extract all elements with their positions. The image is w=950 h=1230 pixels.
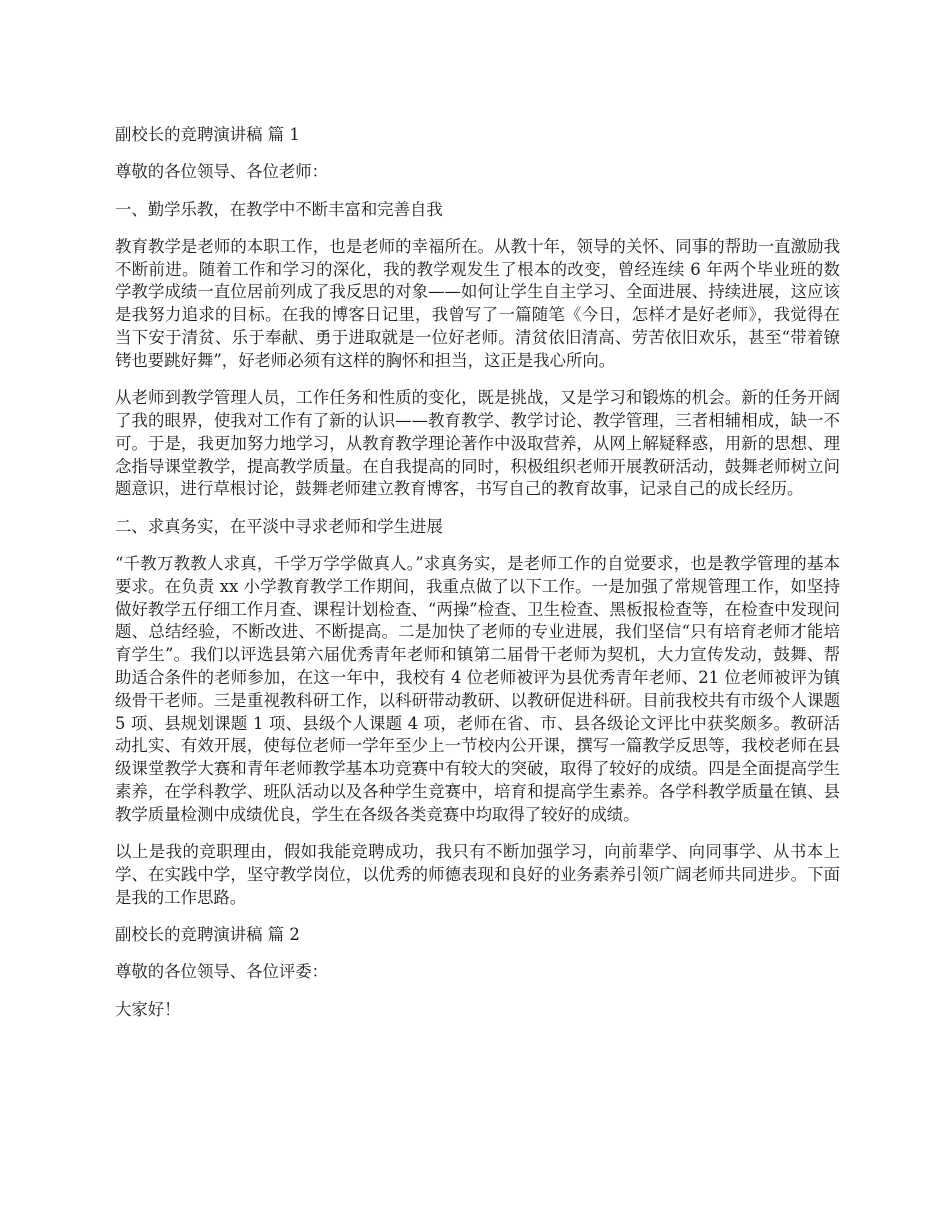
section-heading-1: 一、勤学乐教，在教学中不断丰富和完善自我 [115,199,443,219]
section-heading-2: 二、求真务实，在平淡中寻求老师和学生进展 [115,516,443,536]
speech-title-1: 副校长的竞聘演讲稿 篇 1 [115,125,300,144]
paragraph: 教育教学是老师的本职工作，也是老师的幸福所在。从教十年，领导的关怀、同事的帮助一直激励我不断前进。随着工作和学习的深化，我的教学观发生了根本的改变，曾经连续 6 年两个毕业班的数学教学成绩一直位居前列成了我反思的对象——如何让学生自主学习、全面进展、持续进展，这应该是我努力追求的目标。在我的博客日记里，我曾写了一篇随笔《今日，怎样才是好老师》，我觉得在当下安于清贫、乐于奉献、勇于进取就是一位好老师。清贫依旧清高、劳苦依旧欢乐，甚至“带着镣铐也要跳好舞”，好老师必须有这样的胸怀和担当，这正是我心所向。 [115,236,840,370]
paragraph: 以上是我的竞职理由，假如我能竞聘成功，我只有不断加强学习，向前辈学、向同事学、从书本上学、在实践中学，坚守教学岗位，以优秀的师德表现和良好的业务素养引领广阔老师共同进步。下面是我的工作思路。 [115,842,840,907]
document-page [115,124,840,1036]
speech-title-2: 副校长的竞聘演讲稿 篇 2 [115,924,300,944]
greeting: 大家好！ [115,999,181,1019]
salutation-1: 尊敬的各位领导、各位老师： [115,162,329,182]
salutation-2: 尊敬的各位领导、各位评委： [115,962,329,982]
paragraph: 从老师到教学管理人员，工作任务和性质的变化，既是挑战，又是学习和锻炼的机会。新的任务开阔了我的眼界，使我对工作有了新的认识——教育教学、教学讨论、教学管理，三者相辅相成，缺一不可。于是，我更加努力地学习，从教育教学理论著作中汲取营养，从网上解疑释惑，用新的思想、理念指导课堂教学，提高教学质量。在自我提高的同时，积极组织老师开展教研活动，鼓舞老师树立问题意识，进行草根讨论，鼓舞老师建立教育博客，书写自己的教育故事，记录自己的成长经历。 [115,388,840,499]
paragraph: “千教万教教人求真，千学万学学做真人。”求真务实，是老师工作的自觉要求，也是教学管理的基本要求。在负责 xx 小学教育教学工作期间，我重点做了以下工作。一是加强了常规管理工作，如坚持做好教学五仔细工作月查、课程计划检查、“两操”检查、卫生检查、黑板报检查等，在检查中发现问题、总结经验，不断改进、不断提高。二是加快了老师的专业进展，我们坚信“只有培育老师才能培育学生”。我们以评选县第六届优秀青年老师和镇第二届骨干老师为契机，大力宣传发动，鼓舞、帮助适合条件的老师参加，在这一年中，我校有 4 位老师被评为县优秀青年老师、21 位老师被评为镇级骨干老师。三是重视教科研工作，以科研带动教研、以教研促进科研。目前我校共有市级个人课题 5 项、县规划课题 1 项、县级个人课题 4 项，老师在省、市、县各级论文评比中获奖颇多。教研活动扎实、有效开展，使每位老师一学年至少上一节校内公开课，撰写一篇教学反思等，我校老师在县级课堂教学大赛和青年老师教学基本功竞赛中有较大的突破，取得了较好的成绩。四是全面提高学生素养，在学科教学、班队活动以及各种学生竞赛中，培育和提高学生素养。各学科教学质量在镇、县教学质量检测中成绩优良，学生在各级各类竞赛中均取得了较好的成绩。 [115,553,840,824]
